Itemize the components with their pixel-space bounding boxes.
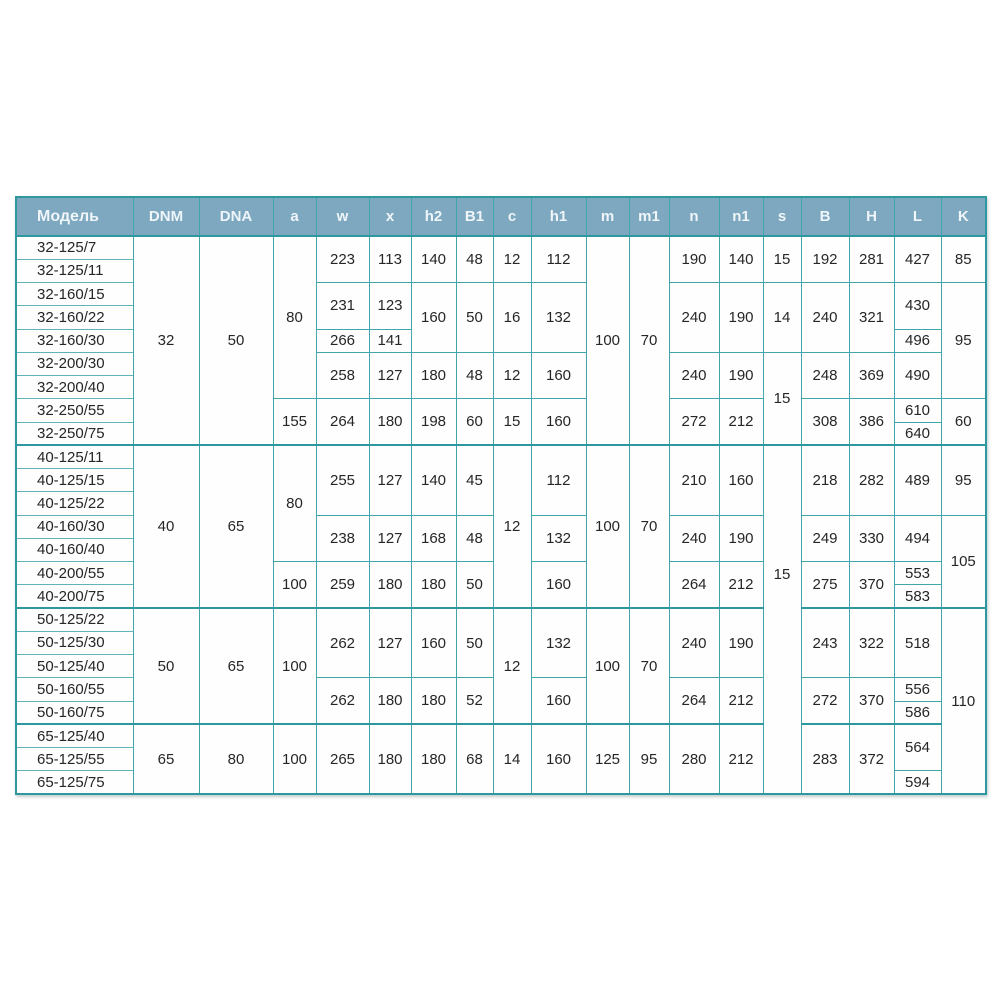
column-header-dnm: DNM [133, 197, 199, 236]
cell-h2: 180 [411, 678, 456, 725]
column-header-n: n [669, 197, 719, 236]
cell-model: 50-125/40 [16, 655, 133, 678]
cell-n1: 212 [719, 678, 763, 725]
cell-model: 32-250/55 [16, 399, 133, 422]
cell-l: 553 [894, 562, 941, 585]
cell-l: 594 [894, 771, 941, 794]
cell-k: 60 [941, 399, 986, 446]
cell-a: 100 [273, 608, 316, 724]
cell-model: 32-125/7 [16, 236, 133, 259]
cell-model: 40-160/30 [16, 515, 133, 538]
cell-w: 266 [316, 329, 369, 352]
column-header-h: H [849, 197, 894, 236]
cell-model: 40-125/15 [16, 469, 133, 492]
cell-n1: 190 [719, 515, 763, 562]
cell-k: 105 [941, 515, 986, 608]
cell-a: 80 [273, 445, 316, 561]
cell-m: 100 [586, 608, 629, 724]
cell-l: 494 [894, 515, 941, 562]
column-header-b: B [801, 197, 849, 236]
cell-h: 369 [849, 352, 894, 399]
cell-n: 210 [669, 445, 719, 515]
cell-model: 50-125/30 [16, 631, 133, 654]
cell-h1: 112 [531, 445, 586, 515]
cell-c: 15 [493, 399, 531, 446]
cell-c: 12 [493, 445, 531, 608]
cell-w: 262 [316, 678, 369, 725]
cell-l: 640 [894, 422, 941, 445]
cell-n: 264 [669, 678, 719, 725]
cell-h2: 140 [411, 445, 456, 515]
cell-x: 180 [369, 678, 411, 725]
cell-model: 65-125/55 [16, 748, 133, 771]
cell-model: 32-160/22 [16, 306, 133, 329]
cell-x: 180 [369, 724, 411, 794]
cell-model: 32-200/30 [16, 352, 133, 375]
cell-x: 127 [369, 515, 411, 562]
cell-x: 113 [369, 236, 411, 283]
cell-w: 238 [316, 515, 369, 562]
cell-w: 262 [316, 608, 369, 678]
cell-w: 255 [316, 445, 369, 515]
cell-dnm: 32 [133, 236, 199, 445]
cell-b1: 48 [456, 515, 493, 562]
cell-s: 14 [763, 283, 801, 353]
cell-h2: 180 [411, 352, 456, 399]
cell-l: 556 [894, 678, 941, 701]
table-row [16, 445, 986, 468]
cell-w: 265 [316, 724, 369, 794]
cell-a: 100 [273, 562, 316, 609]
cell-x: 141 [369, 329, 411, 352]
table-header-row [16, 197, 986, 236]
table-row [16, 724, 986, 747]
cell-model: 40-200/75 [16, 585, 133, 608]
column-header-m: m [586, 197, 629, 236]
cell-n1: 140 [719, 236, 763, 283]
cell-h: 386 [849, 399, 894, 446]
cell-s: 15 [763, 352, 801, 445]
cell-m: 100 [586, 445, 629, 608]
cell-b1: 50 [456, 283, 493, 353]
cell-h: 330 [849, 515, 894, 562]
cell-h: 322 [849, 608, 894, 678]
cell-h1: 132 [531, 515, 586, 562]
cell-h1: 160 [531, 562, 586, 609]
cell-w: 258 [316, 352, 369, 399]
cell-c: 12 [493, 352, 531, 399]
cell-a: 155 [273, 399, 316, 446]
cell-x: 180 [369, 562, 411, 609]
cell-model: 40-160/40 [16, 538, 133, 561]
column-header-w: w [316, 197, 369, 236]
cell-m1: 70 [629, 608, 669, 724]
cell-k: 85 [941, 236, 986, 283]
cell-b: 218 [801, 445, 849, 515]
column-header-a: a [273, 197, 316, 236]
cell-model: 32-160/15 [16, 283, 133, 306]
cell-h1: 160 [531, 724, 586, 794]
cell-n1: 212 [719, 724, 763, 794]
cell-h: 372 [849, 724, 894, 794]
cell-b: 240 [801, 283, 849, 353]
cell-l: 427 [894, 236, 941, 283]
cell-model: 65-125/40 [16, 724, 133, 747]
cell-n1: 190 [719, 352, 763, 399]
cell-h2: 198 [411, 399, 456, 446]
cell-c: 16 [493, 283, 531, 353]
table-row [16, 608, 986, 631]
cell-n1: 190 [719, 608, 763, 678]
cell-x: 123 [369, 283, 411, 330]
cell-l: 518 [894, 608, 941, 678]
cell-b1: 48 [456, 352, 493, 399]
column-header-k: K [941, 197, 986, 236]
cell-b1: 50 [456, 608, 493, 678]
cell-w: 259 [316, 562, 369, 609]
cell-model: 65-125/75 [16, 771, 133, 794]
cell-h1: 160 [531, 399, 586, 446]
cell-model: 32-160/30 [16, 329, 133, 352]
cell-b: 192 [801, 236, 849, 283]
cell-k: 95 [941, 283, 986, 399]
cell-a: 80 [273, 236, 316, 399]
cell-model: 50-160/75 [16, 701, 133, 724]
cell-dna: 65 [199, 445, 273, 608]
cell-n: 190 [669, 236, 719, 283]
cell-h: 370 [849, 562, 894, 609]
cell-s: 15 [763, 445, 801, 794]
column-header-m1: m1 [629, 197, 669, 236]
cell-b: 249 [801, 515, 849, 562]
cell-h1: 132 [531, 608, 586, 678]
column-header-b1: B1 [456, 197, 493, 236]
cell-c: 14 [493, 724, 531, 794]
cell-n: 240 [669, 352, 719, 399]
cell-model: 32-200/40 [16, 376, 133, 399]
cell-b: 243 [801, 608, 849, 678]
cell-h2: 168 [411, 515, 456, 562]
cell-k: 95 [941, 445, 986, 515]
cell-model: 50-160/55 [16, 678, 133, 701]
cell-h2: 180 [411, 562, 456, 609]
column-header-l: L [894, 197, 941, 236]
cell-b: 283 [801, 724, 849, 794]
cell-model: 40-125/11 [16, 445, 133, 468]
cell-c: 12 [493, 608, 531, 724]
cell-l: 489 [894, 445, 941, 515]
column-header-dna: DNA [199, 197, 273, 236]
cell-b1: 48 [456, 236, 493, 283]
cell-h2: 160 [411, 283, 456, 353]
cell-n: 280 [669, 724, 719, 794]
cell-x: 127 [369, 445, 411, 515]
cell-b: 275 [801, 562, 849, 609]
cell-h2: 180 [411, 724, 456, 794]
cell-b: 308 [801, 399, 849, 446]
cell-b1: 50 [456, 562, 493, 609]
cell-model: 32-250/75 [16, 422, 133, 445]
cell-m: 125 [586, 724, 629, 794]
cell-model: 32-125/11 [16, 259, 133, 282]
table-body [16, 236, 986, 794]
cell-b: 248 [801, 352, 849, 399]
cell-n: 264 [669, 562, 719, 609]
column-header-x: x [369, 197, 411, 236]
cell-l: 430 [894, 283, 941, 330]
cell-dna: 80 [199, 724, 273, 794]
table-row [16, 236, 986, 259]
cell-w: 264 [316, 399, 369, 446]
cell-b1: 45 [456, 445, 493, 515]
cell-dnm: 65 [133, 724, 199, 794]
cell-w: 231 [316, 283, 369, 330]
cell-c: 12 [493, 236, 531, 283]
cell-b1: 68 [456, 724, 493, 794]
cell-l: 490 [894, 352, 941, 399]
column-header-h2: h2 [411, 197, 456, 236]
cell-b: 272 [801, 678, 849, 725]
cell-h1: 160 [531, 352, 586, 399]
cell-model: 50-125/22 [16, 608, 133, 631]
cell-dnm: 40 [133, 445, 199, 608]
cell-x: 180 [369, 399, 411, 446]
cell-n1: 212 [719, 399, 763, 446]
cell-h: 282 [849, 445, 894, 515]
cell-h: 321 [849, 283, 894, 353]
cell-h1: 160 [531, 678, 586, 725]
cell-n: 240 [669, 515, 719, 562]
cell-l: 564 [894, 724, 941, 771]
cell-h2: 160 [411, 608, 456, 678]
cell-dna: 65 [199, 608, 273, 724]
cell-b1: 60 [456, 399, 493, 446]
cell-n1: 190 [719, 283, 763, 353]
cell-m1: 95 [629, 724, 669, 794]
table-head [16, 197, 986, 236]
cell-a: 100 [273, 724, 316, 794]
column-header-s: s [763, 197, 801, 236]
cell-h1: 112 [531, 236, 586, 283]
cell-s: 15 [763, 236, 801, 283]
cell-l: 496 [894, 329, 941, 352]
cell-h: 370 [849, 678, 894, 725]
cell-l: 583 [894, 585, 941, 608]
column-header-h1: h1 [531, 197, 586, 236]
cell-dna: 50 [199, 236, 273, 445]
cell-b1: 52 [456, 678, 493, 725]
cell-dnm: 50 [133, 608, 199, 724]
cell-h: 281 [849, 236, 894, 283]
cell-m1: 70 [629, 445, 669, 608]
cell-l: 586 [894, 701, 941, 724]
column-header-c: c [493, 197, 531, 236]
cell-m: 100 [586, 236, 629, 445]
cell-model: 40-125/22 [16, 492, 133, 515]
cell-w: 223 [316, 236, 369, 283]
cell-h2: 140 [411, 236, 456, 283]
cell-x: 127 [369, 352, 411, 399]
column-header-n1: n1 [719, 197, 763, 236]
column-header-model: Модель [16, 197, 133, 236]
cell-h1: 132 [531, 283, 586, 353]
cell-n1: 212 [719, 562, 763, 609]
pump-dimensions-table [15, 196, 987, 795]
cell-k: 110 [941, 608, 986, 794]
cell-x: 127 [369, 608, 411, 678]
cell-l: 610 [894, 399, 941, 422]
cell-n: 240 [669, 283, 719, 353]
cell-model: 40-200/55 [16, 562, 133, 585]
cell-m1: 70 [629, 236, 669, 445]
cell-n: 240 [669, 608, 719, 678]
cell-n1: 160 [719, 445, 763, 515]
cell-n: 272 [669, 399, 719, 446]
